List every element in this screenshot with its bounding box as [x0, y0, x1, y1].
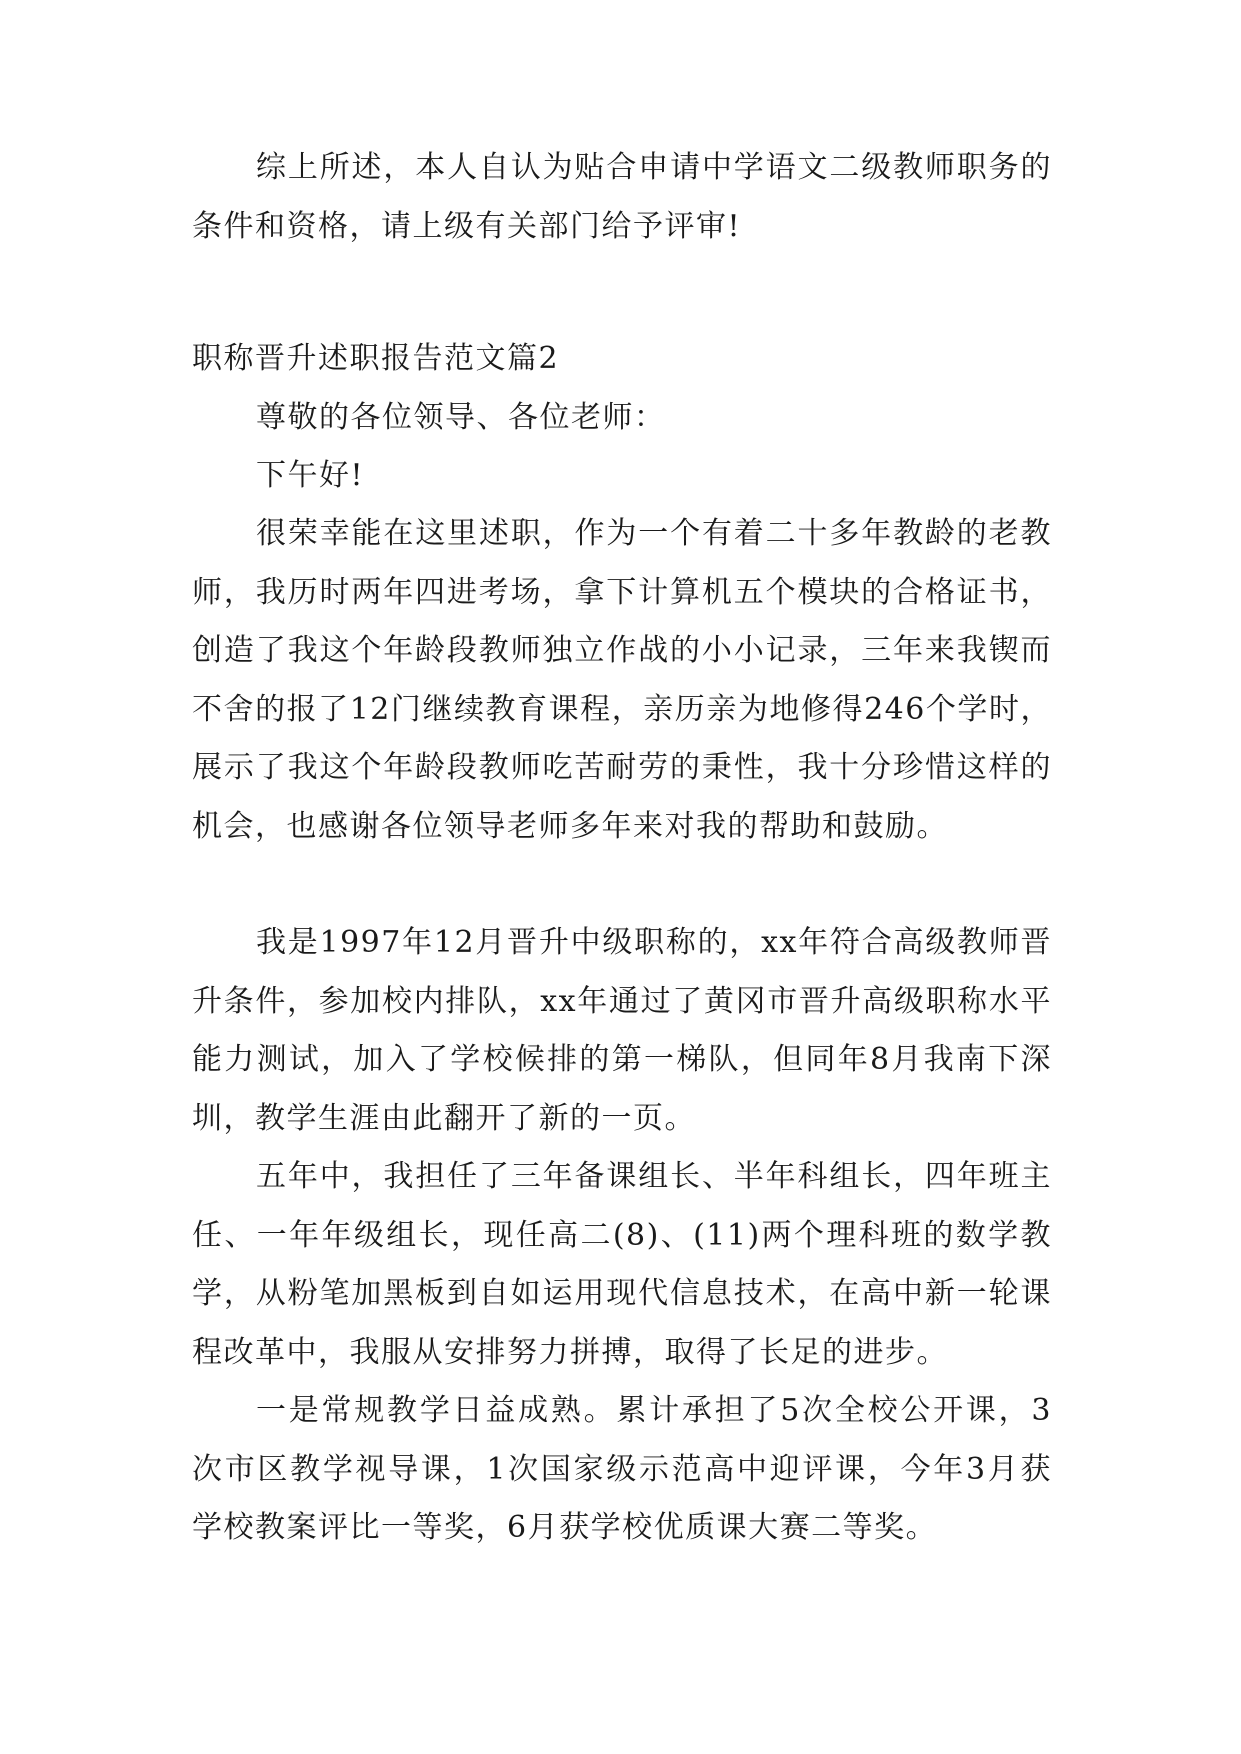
section-heading: 职称晋升述职报告范文篇2 — [192, 341, 560, 376]
conclusion-paragraph: 综上所述，本人自认为贴合申请中学语文二级教师职务的条件和资格，请上级有关部门给予评审! — [192, 150, 1052, 244]
body-paragraph-4: 一是常规教学日益成熟。累计承担了5次全校公开课，3次市区教学视导课，1次国家级示范高中迎评课，今年3月获学校教案评比一等奖，6月获学校优质课大赛二等奖。 — [192, 1393, 1052, 1545]
body-paragraph-2: 我是1997年12月晋升中级职称的，xx年符合高级教师晋升条件，参加校内排队，xx年通过了黄冈市晋升高级职称水平能力测试，加入了学校候排的第一梯队，但同年8月我南下深圳，教学生涯由此翻开了新的一页。 — [192, 925, 1052, 1136]
salutation-paragraph: 下午好! — [256, 458, 365, 493]
body-paragraph-1: 很荣幸能在这里述职，作为一个有着二十多年教龄的老教师，我历时两年四进考场，拿下计算机五个模块的合格证书，创造了我这个年龄段教师独立作战的小小记录，三年来我锲而不舍的报了12门继续教育课程，亲历亲为地修得246个学时，展示了我这个年龄段教师吃苦耐劳的秉性，我十分珍惜这样的机会，也感谢各位领导老师多年来对我的帮助和鼓励。 — [192, 516, 1052, 844]
body-paragraph-3: 五年中，我担任了三年备课组长、半年科组长，四年班主任、一年年级组长，现任高二(8)、(11)两个理科班的数学教学，从粉笔加黑板到自如运用现代信息技术，在高中新一轮课程改革中，我服从安排努力拼搏，取得了长足的进步。 — [192, 1159, 1052, 1370]
greeting-paragraph: 尊敬的各位领导、各位老师： — [256, 400, 666, 435]
